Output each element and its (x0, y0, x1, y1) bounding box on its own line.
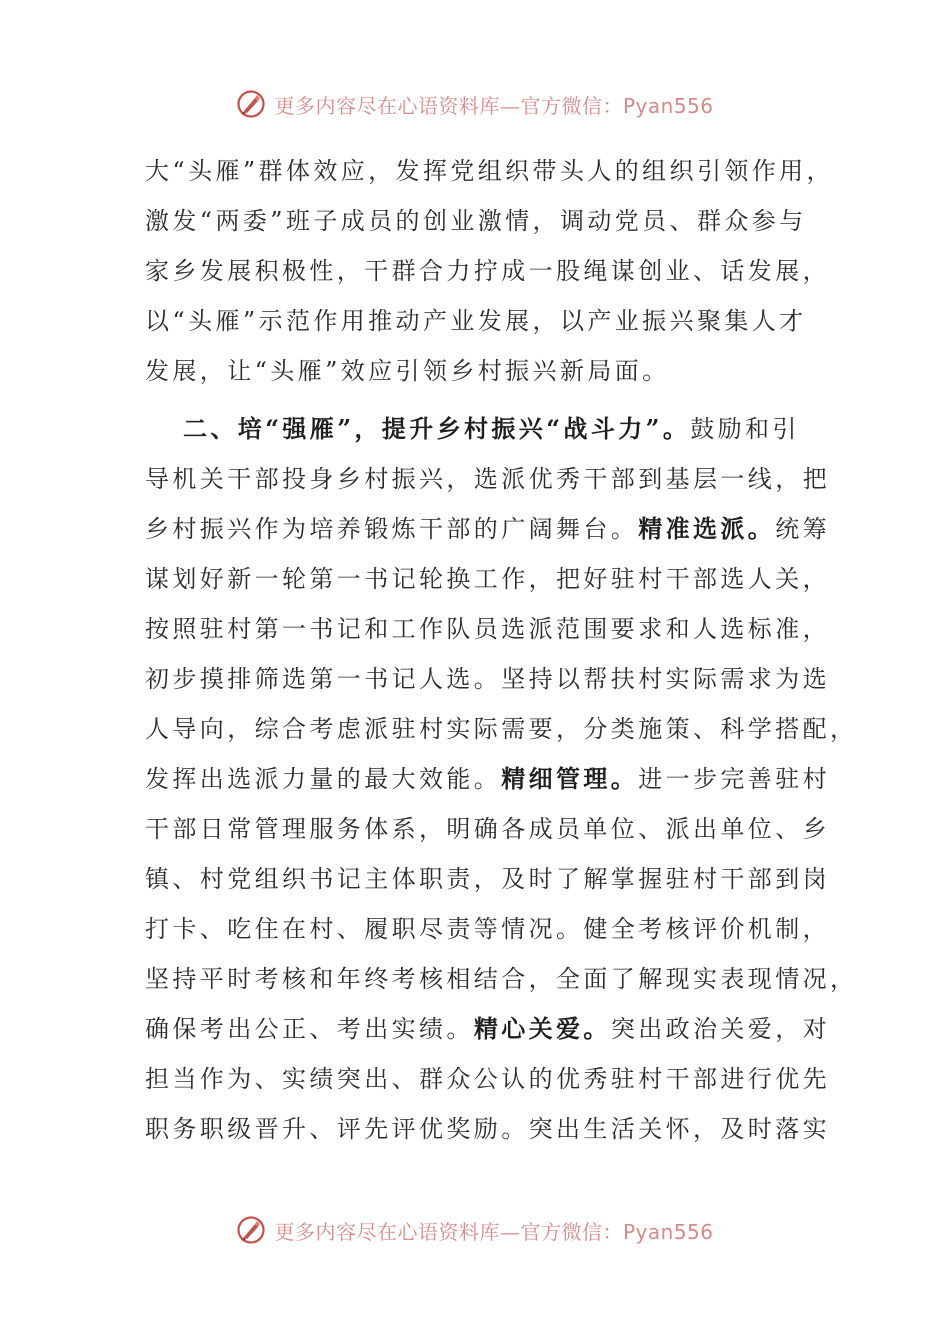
body-text: 突出政治关爱，对 (610, 1015, 831, 1043)
paragraph-line (145, 1054, 830, 1104)
body-text: 以“头雁”示范作用推动产业发展，以产业振兴聚集人才 (145, 307, 807, 335)
body-text: 发展，让“头雁”效应引领乡村振兴新局面。 (145, 357, 670, 385)
paragraph-line (145, 196, 805, 246)
paragraph-line (145, 904, 830, 954)
bold-heading-text: 精准选派。 (638, 514, 776, 543)
document-body (145, 146, 858, 1154)
body-text: 担当作为、实绩突出、群众公认的优秀驻村干部进行优先 (145, 1065, 830, 1093)
watermark-handle: Pyan556 (622, 1219, 714, 1244)
paragraph-line (145, 954, 858, 1004)
body-text: 按照驻村第一书记和工作队员选派范围要求和人选标准， (145, 615, 830, 643)
body-text: 进一步完善驻村 (638, 765, 831, 793)
paragraph-line (145, 1104, 830, 1154)
bold-heading-text: 二、培“强雁”，提升乡村振兴“战斗力”。 (183, 414, 691, 443)
paragraph-line (145, 1004, 831, 1054)
paragraph-line (145, 246, 830, 296)
body-text: 激发“两委”班子成员的创业激情，调动党员、群众参与 (145, 207, 807, 235)
paragraph-line (145, 346, 805, 396)
paragraph-line (145, 804, 830, 854)
watermark-banner-bottom (0, 1210, 950, 1250)
body-text: 谋划好新一轮第一书记轮换工作，把好驻村干部选人关， (145, 565, 830, 593)
paragraph-line (145, 146, 834, 196)
paragraph-line (145, 504, 831, 554)
paragraph-line (145, 854, 830, 904)
body-text: 职务职级晋升、评先评优奖励。突出生活关怀，及时落实 (145, 1115, 830, 1143)
body-text: 统筹 (775, 515, 831, 543)
paragraph-line (145, 604, 830, 654)
fountain-pen-icon (236, 1215, 266, 1245)
bold-heading-text: 精细管理。 (501, 764, 639, 793)
body-text: 干部日常管理服务体系，明确各成员单位、派出单位、乡 (145, 815, 830, 843)
watermark-text: 更多内容尽在心语资料库—官方微信：Pyan556 (274, 1219, 714, 1244)
paragraph-line (145, 704, 858, 754)
body-text: 发挥出选派力量的最大效能。 (145, 765, 502, 793)
bold-heading-text: 精心关爱。 (473, 1014, 611, 1043)
body-text: 镇、村党组织书记主体职责，及时了解掌握驻村干部到岗 (145, 865, 830, 893)
paragraph-line (145, 454, 830, 504)
fountain-pen-icon (236, 89, 266, 119)
body-text: 家乡发展积极性，干群合力拧成一股绳谋创业、话发展， (145, 257, 830, 285)
body-text: 乡村振兴作为培养锻炼干部的广阔舞台。 (145, 515, 639, 543)
paragraph-line (145, 404, 805, 454)
paragraph-line (145, 554, 830, 604)
body-text: 初步摸排筛选第一书记人选。坚持以帮扶村实际需求为选 (145, 665, 830, 693)
paragraph-line (145, 296, 805, 346)
watermark-banner-top (0, 84, 950, 124)
body-text: 导机关干部投身乡村振兴，选派优秀干部到基层一线，把 (145, 465, 830, 493)
body-text: 大“头雁”群体效应，发挥党组织带头人的组织引领作用， (145, 157, 834, 185)
body-text: 打卡、吃住在村、履职尽责等情况。健全考核评价机制， (145, 915, 830, 943)
paragraph-line (145, 654, 830, 704)
watermark-handle: Pyan556 (622, 93, 714, 118)
body-text: 人导向，综合考虑派驻村实际需要，分类施策、科学搭配， (145, 715, 858, 743)
body-text: 确保考出公正、考出实绩。 (145, 1015, 474, 1043)
body-text: 坚持平时考核和年终考核相结合，全面了解现实表现情况， (145, 965, 858, 993)
watermark-text: 更多内容尽在心语资料库—官方微信：Pyan556 (274, 93, 714, 118)
body-text: 鼓励和引 (690, 415, 800, 443)
paragraph-line (145, 754, 831, 804)
